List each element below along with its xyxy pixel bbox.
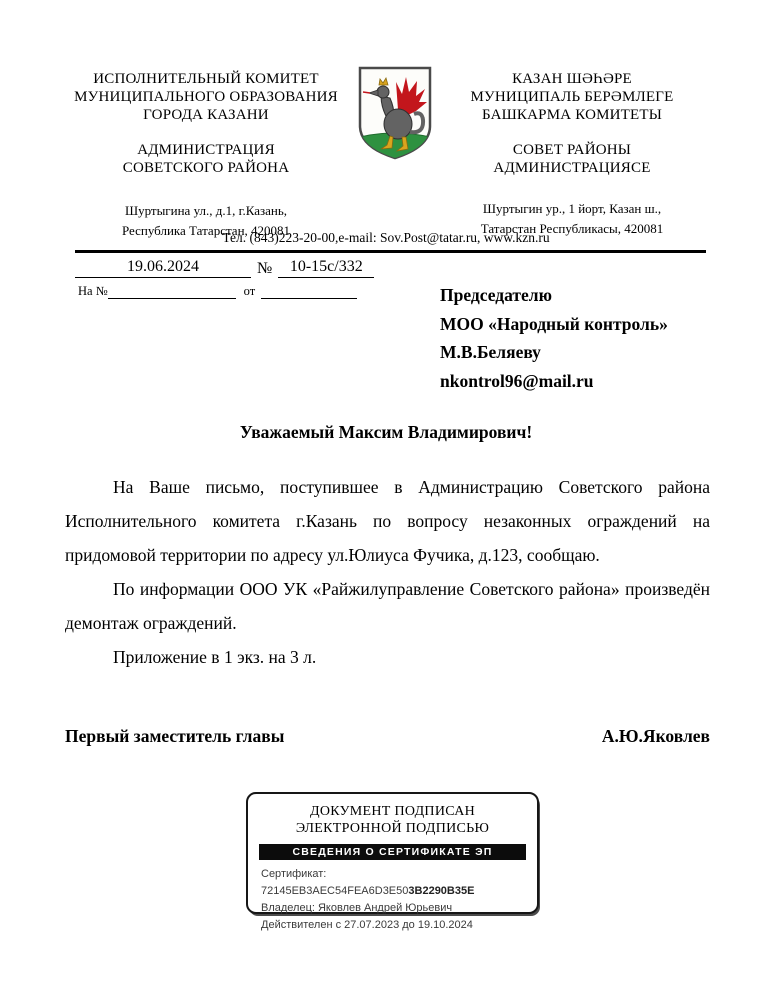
dept-name-line: СОВЕТСКОГО РАЙОНА (122, 160, 290, 176)
incoming-number-blank (108, 285, 236, 299)
certificate-info-bar: СВЕДЕНИЯ О СЕРТИФИКАТЕ ЭП (259, 844, 526, 860)
recipient-line: М.В.Беляеву (440, 342, 541, 362)
recipient-line: Председателю (440, 285, 552, 305)
certificate-label: Сертификат: (261, 868, 327, 880)
org-name-line: БАШКАРМА КОМИТЕТЫ (481, 107, 663, 123)
certificate-value-tail: 3B2290B35E (408, 885, 475, 897)
reference-row (75, 258, 374, 278)
zilant-tongue (363, 92, 370, 93)
validity-line: Действителен с 27.07.2023 до 19.10.2024 (261, 919, 473, 931)
number-sign: № (257, 260, 273, 277)
ot-label: от (243, 284, 256, 298)
stamp-title-line: ЭЛЕКТРОННОЙ ПОДПИСЬЮ (295, 821, 490, 836)
separator-rule (75, 250, 706, 253)
org-name-line: ГОРОДА КАЗАНИ (143, 107, 269, 123)
signer-title: Первый заместитель главы (65, 726, 285, 746)
certificate-value: 72145EB3AEC54FEA6D3E50 (261, 885, 409, 897)
signature-row (65, 726, 710, 747)
letter-body (65, 470, 710, 674)
incoming-reference-row (78, 284, 357, 299)
salutation: Уважаемый Максим Владимирович! (239, 422, 533, 442)
body-paragraph: На Ваше письмо, поступившее в Администрацию Советского района Исполнительного комитета г.Казань по вопросу незаконных ограждений на придомовой территории по адресу ул.Юлиуса Фучика, д.123, сообщаю. (65, 477, 710, 565)
body-paragraph: По информации ООО УК «Райжилуправление Советского района» произведён демонтаж ограждений. (65, 579, 710, 633)
address-line: Татарстан Республикасы, 420081 (480, 221, 664, 236)
zilant-head (377, 86, 389, 98)
incoming-date-blank (261, 285, 357, 299)
certificate-line (261, 866, 537, 900)
electronic-signature-stamp (246, 792, 539, 931)
dept-name-line: АДМИНИСТРАЦИЯСЕ (493, 160, 651, 176)
dept-name-line: СОВЕТ РАЙОНЫ (512, 142, 632, 158)
dept-name-line: АДМИНИСТРАЦИЯ (137, 142, 275, 158)
address-line: Республика Татарстан, 420081 (121, 223, 291, 238)
kazan-coat-of-arms (356, 64, 434, 162)
org-name-line: КАЗАН ШӘҺӘРЕ (512, 71, 632, 87)
zilant-body (384, 109, 412, 139)
recipient-block (440, 281, 668, 395)
na-no-label: На № (78, 284, 108, 298)
outgoing-number: 10-15с/332 (278, 258, 374, 278)
letterhead-left (72, 70, 340, 241)
signer-name: А.Ю.Яковлев (601, 726, 710, 746)
contact-line: Тел. (843)223-20-00,e-mail: Sov.Post@tatar.ru, www.kzn.ru (222, 230, 550, 245)
letterhead-right (438, 70, 706, 239)
org-name-line: МУНИЦИПАЛЬ БЕРӘМЛЕГЕ (470, 89, 674, 105)
stamp-title-line: ДОКУМЕНТ ПОДПИСАН (309, 804, 476, 819)
address-line: Шуртыгин ур., 1 йорт, Казан ш., (482, 201, 662, 216)
recipient-email: nkontrol96@mail.ru (440, 370, 594, 391)
address-line: Шуртыгина ул., д.1, г.Казань, (124, 203, 288, 218)
recipient-line: МОО «Народный контроль» (440, 313, 668, 334)
org-name-line: МУНИЦИПАЛЬНОГО ОБРАЗОВАНИЯ (74, 89, 338, 105)
outgoing-date: 19.06.2024 (75, 258, 251, 278)
kazan-emblem-svg (356, 64, 434, 162)
body-paragraph: Приложение в 1 экз. на 3 л. (113, 647, 317, 667)
org-name-line: ИСПОЛНИТЕЛЬНЫЙ КОМИТЕТ (93, 71, 319, 87)
owner-line: Владелец: Яковлев Андрей Юрьевич (261, 902, 453, 914)
